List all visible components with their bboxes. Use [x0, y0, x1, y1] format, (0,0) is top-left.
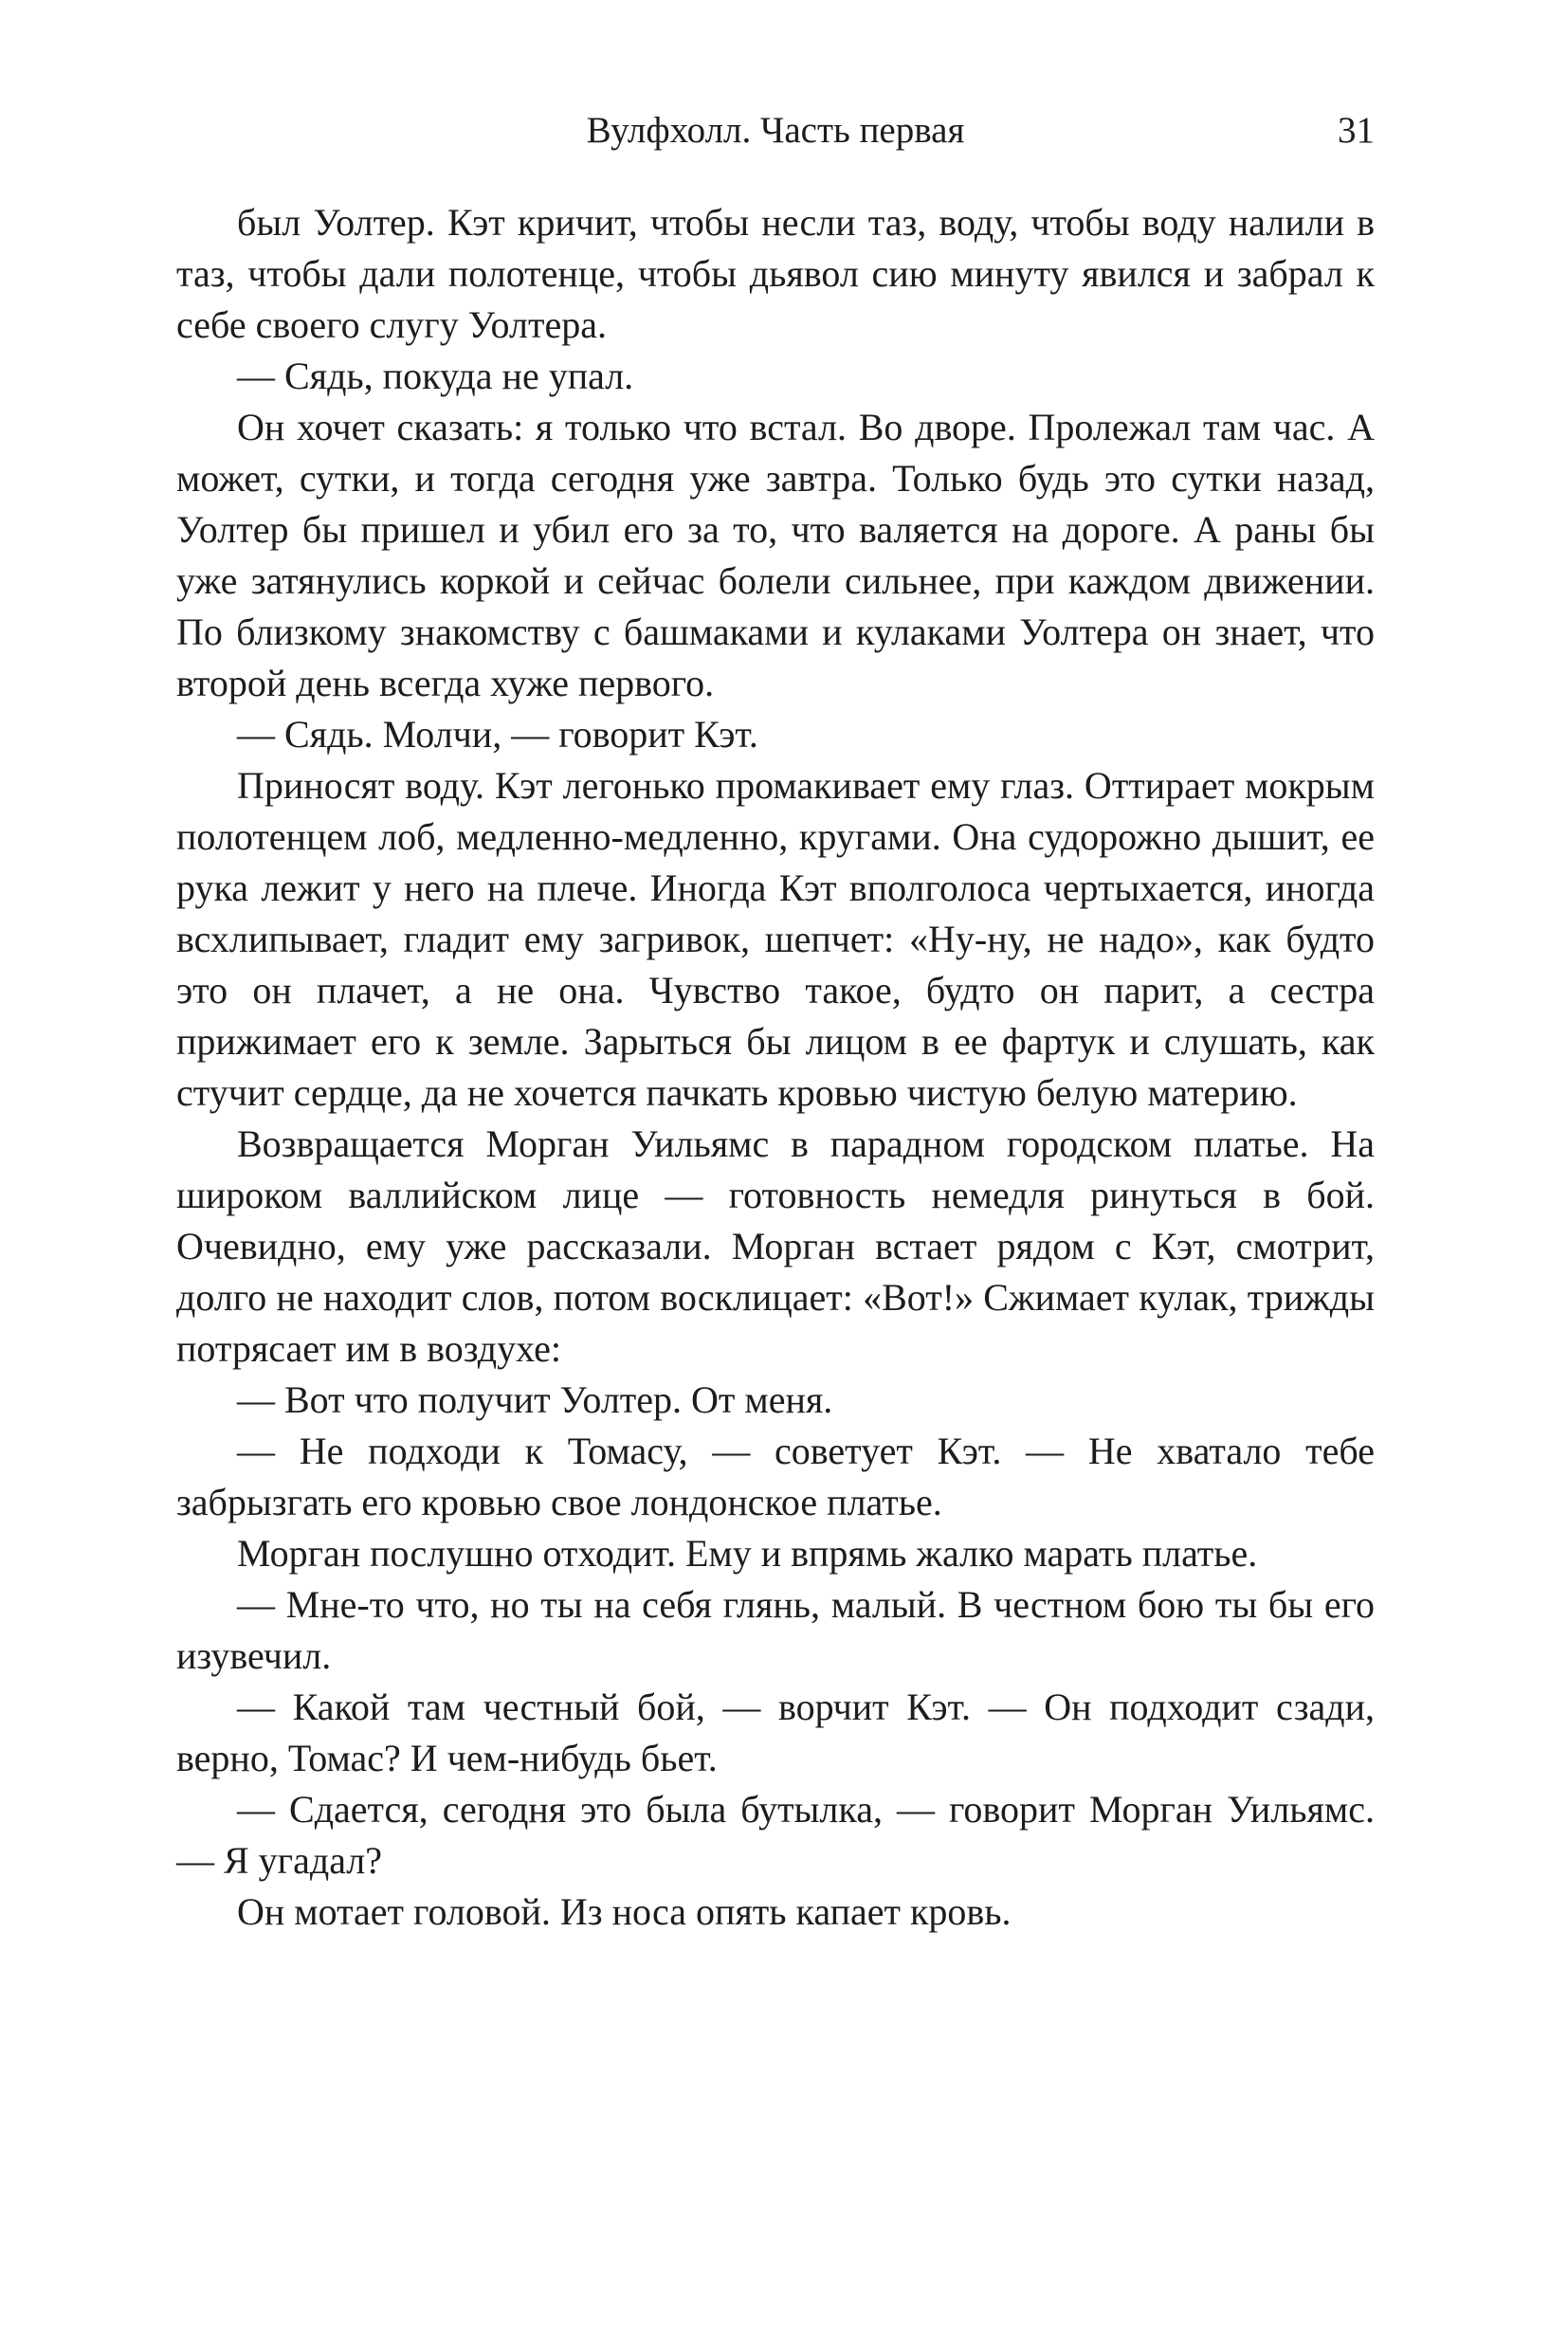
paragraph: — Сядь, покуда не упал.	[237, 355, 634, 397]
paragraph: был Уолтер. Кэт кричит, чтобы несли таз, воду, чтобы воду налили в таз, чтобы дали полотенце, чтобы дьявол сию минуту явился и забрал к себе своего слугу Уолтера.	[176, 201, 1375, 346]
page-header	[176, 102, 1375, 159]
paragraph: Он мотает головой. Из носа опять капает кровь.	[237, 1890, 1012, 1933]
page-body	[176, 197, 1375, 1938]
paragraph: — Сядь. Молчи, — говорит Кэт.	[237, 713, 758, 756]
running-title: Вулфхолл. Часть первая	[586, 110, 965, 151]
paragraph: Он хочет сказать: я только что встал. Во дворе. Пролежал там час. А может, сутки, и тогда сегодня уже завтра. Только будь это сутки назад, Уолтер бы пришел и убил его за то, что валяется на дороге. А раны бы уже затянулись коркой и сейчас болели сильнее, при каждом движении. По близкому знакомству с башмаками и кулаками Уолтера он знает, что второй день всегда хуже первого.	[176, 406, 1375, 704]
page-number: 31	[1338, 110, 1375, 151]
paragraph: Морган послушно отходит. Ему и впрямь жалко марать платье.	[237, 1532, 1258, 1575]
paragraph: Возвращается Морган Уильямс в парадном городском платье. На широком валлийском лице — готовность немедля ринуться в бой. Очевидно, ему уже рассказали. Морган встает рядом с Кэт, смотрит, долго не находит слов, потом восклицает: «Вот!» Сжимает кулак, трижды потрясает им в воздухе:	[176, 1122, 1375, 1370]
paragraph: — Сдается, сегодня это была бутылка, — говорит Морган Уильямс. — Я угадал?	[176, 1788, 1375, 1882]
paragraph: — Не подходи к Томасу, — советует Кэт. — Не хватало тебе забрызгать его кровью свое лондонское платье.	[176, 1430, 1375, 1523]
paragraph: Приносят воду. Кэт легонько промакивает ему глаз. Оттирает мокрым полотенцем лоб, медленно-медленно, кругами. Она судорожно дышит, ее рука лежит у него на плече. Иногда Кэт вполголоса чертыхается, иногда всхлипывает, гладит ему загривок, шепчет: «Ну-ну, не надо», как будто это он плачет, а не она. Чувство такое, будто он парит, а сестра прижимает его к земле. Зарыться бы лицом в ее фартук и слушать, как стучит сердце, да не хочется пачкать кровью чистую белую материю.	[176, 764, 1375, 1114]
paragraph: — Какой там честный бой, — ворчит Кэт. — Он подходит сзади, верно, Томас? И чем-нибудь бьет.	[176, 1686, 1375, 1779]
paragraph: — Мне-то что, но ты на себя глянь, малый. В честном бою ты бы его изувечил.	[176, 1583, 1375, 1677]
paragraph: — Вот что получит Уолтер. От меня.	[237, 1378, 833, 1421]
